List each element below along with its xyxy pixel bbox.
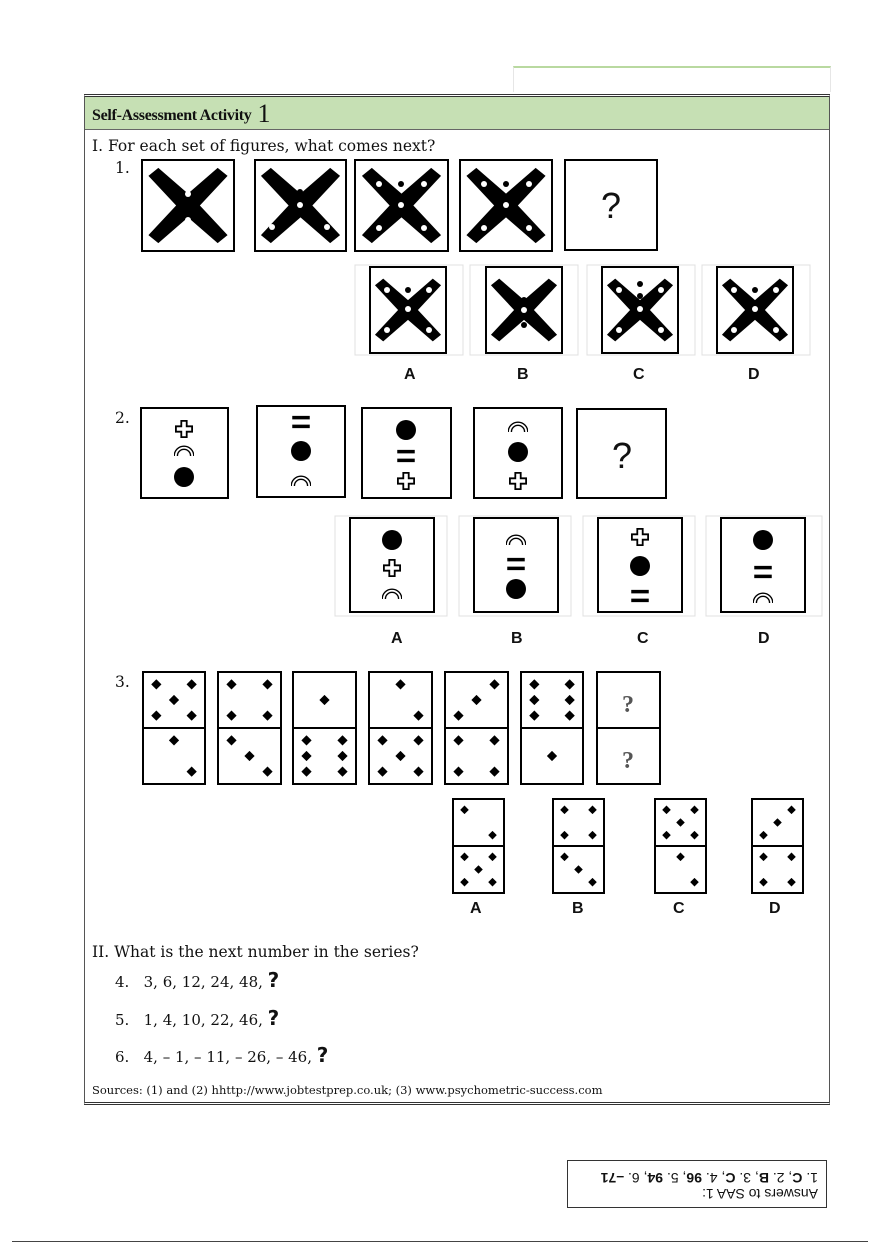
q3-label-c: C xyxy=(673,900,685,917)
question-3-number: 3. xyxy=(115,673,130,691)
q2-figure-1 xyxy=(141,408,228,498)
q3-label-d: D xyxy=(769,900,781,917)
q3-choice-a[interactable] xyxy=(453,799,504,893)
q1-label-b: B xyxy=(517,366,529,383)
q3-label-a: A xyxy=(470,900,482,917)
part-two-heading: II. What is the next number in the series? xyxy=(92,943,419,961)
q1-figure-3 xyxy=(355,160,448,251)
series-mark-4: ? xyxy=(267,968,280,992)
series-item-5 xyxy=(115,1006,279,1030)
q1-choice-d[interactable] xyxy=(702,265,810,355)
answer-part: C xyxy=(792,1170,803,1186)
answer-part: –71 xyxy=(600,1170,625,1186)
question-1-number: 1. xyxy=(115,159,130,177)
footer-rule xyxy=(12,1241,868,1242)
series-mark-5: ? xyxy=(267,1006,280,1030)
series-values-4: 3, 6, 12, 24, 48, xyxy=(143,973,263,991)
answers-line xyxy=(576,1170,818,1186)
answers-box xyxy=(567,1160,827,1208)
series-values-6: 4, – 1, – 11, – 26, – 46, xyxy=(143,1048,312,1066)
q1-label-d: D xyxy=(748,366,760,383)
q3-domino-6 xyxy=(521,672,583,784)
q2-choice-c[interactable] xyxy=(583,516,695,616)
q2-figure-3 xyxy=(362,408,451,498)
q2-figure-4 xyxy=(474,408,562,498)
q3-domino-3 xyxy=(293,672,356,784)
q2-choice-d[interactable] xyxy=(706,516,822,616)
domino-question-bottom: ? xyxy=(622,748,634,774)
question-mark-2: ? xyxy=(611,435,633,476)
answer-part: 94 xyxy=(647,1170,664,1186)
question-mark-1: ? xyxy=(600,185,622,226)
q1-figure-4 xyxy=(460,160,552,251)
activity-number: 1 xyxy=(257,99,271,128)
q2-figure-2 xyxy=(257,406,345,497)
series-number-6: 6. xyxy=(115,1048,130,1066)
series-number-4: 4. xyxy=(115,973,130,991)
q1-choice-b[interactable] xyxy=(470,265,578,355)
q3-choice-d[interactable] xyxy=(752,799,803,893)
q3-domino-unknown xyxy=(597,672,660,784)
answer-part: C xyxy=(725,1170,736,1186)
q1-label-a: A xyxy=(404,366,416,383)
q1-figure-unknown xyxy=(565,160,657,250)
q2-choice-b[interactable] xyxy=(459,516,571,616)
answer-part: , 3. xyxy=(735,1170,759,1186)
q3-choice-c[interactable] xyxy=(655,799,706,893)
answer-part: , 6. xyxy=(624,1170,648,1186)
question-2-number: 2. xyxy=(115,409,130,427)
q3-choice-b[interactable] xyxy=(553,799,604,893)
answer-part: B xyxy=(758,1170,769,1186)
q1-choice-c[interactable] xyxy=(587,265,695,355)
q1-figure-2 xyxy=(255,160,346,251)
series-values-5: 1, 4, 10, 22, 46, xyxy=(143,1011,263,1029)
q3-dominoes xyxy=(143,672,803,893)
series-number-5: 5. xyxy=(115,1011,130,1029)
answer-part: , 5. xyxy=(663,1170,687,1186)
q1-figure-1 xyxy=(142,160,234,251)
q2-label-c: C xyxy=(637,630,649,647)
q3-label-b: B xyxy=(572,900,584,917)
q1-choice-a[interactable] xyxy=(355,265,463,355)
q2-choice-a[interactable] xyxy=(335,516,447,616)
q2-label-b: B xyxy=(511,630,523,647)
series-item-4 xyxy=(115,968,279,992)
q3-domino-2 xyxy=(218,672,281,784)
answer-part: 96 xyxy=(686,1170,702,1186)
series-mark-6: ? xyxy=(316,1043,329,1067)
q2-figure-unknown xyxy=(577,409,666,498)
part-one-heading: I. For each set of figures, what comes next? xyxy=(92,137,436,155)
answer-part: , 4. xyxy=(701,1170,726,1186)
domino-question-top: ? xyxy=(622,692,634,718)
answer-part: , 2. xyxy=(768,1170,793,1186)
q3-domino-5 xyxy=(445,672,508,784)
q3-domino-4 xyxy=(369,672,432,784)
q1-label-c: C xyxy=(633,366,645,383)
sources-note: Sources: (1) and (2) hhttp://www.jobtestprep.co.uk; (3) www.psychometric-success.com xyxy=(92,1083,603,1097)
answer-part: 1. xyxy=(802,1170,818,1186)
q2-label-d: D xyxy=(758,630,770,647)
q2-label-a: A xyxy=(391,630,403,647)
answers-title: Answers to SAA 1: xyxy=(702,1186,818,1202)
q3-domino-1 xyxy=(143,672,205,784)
series-item-6 xyxy=(115,1043,328,1067)
activity-title: Self-Assessment Activity xyxy=(92,107,252,124)
